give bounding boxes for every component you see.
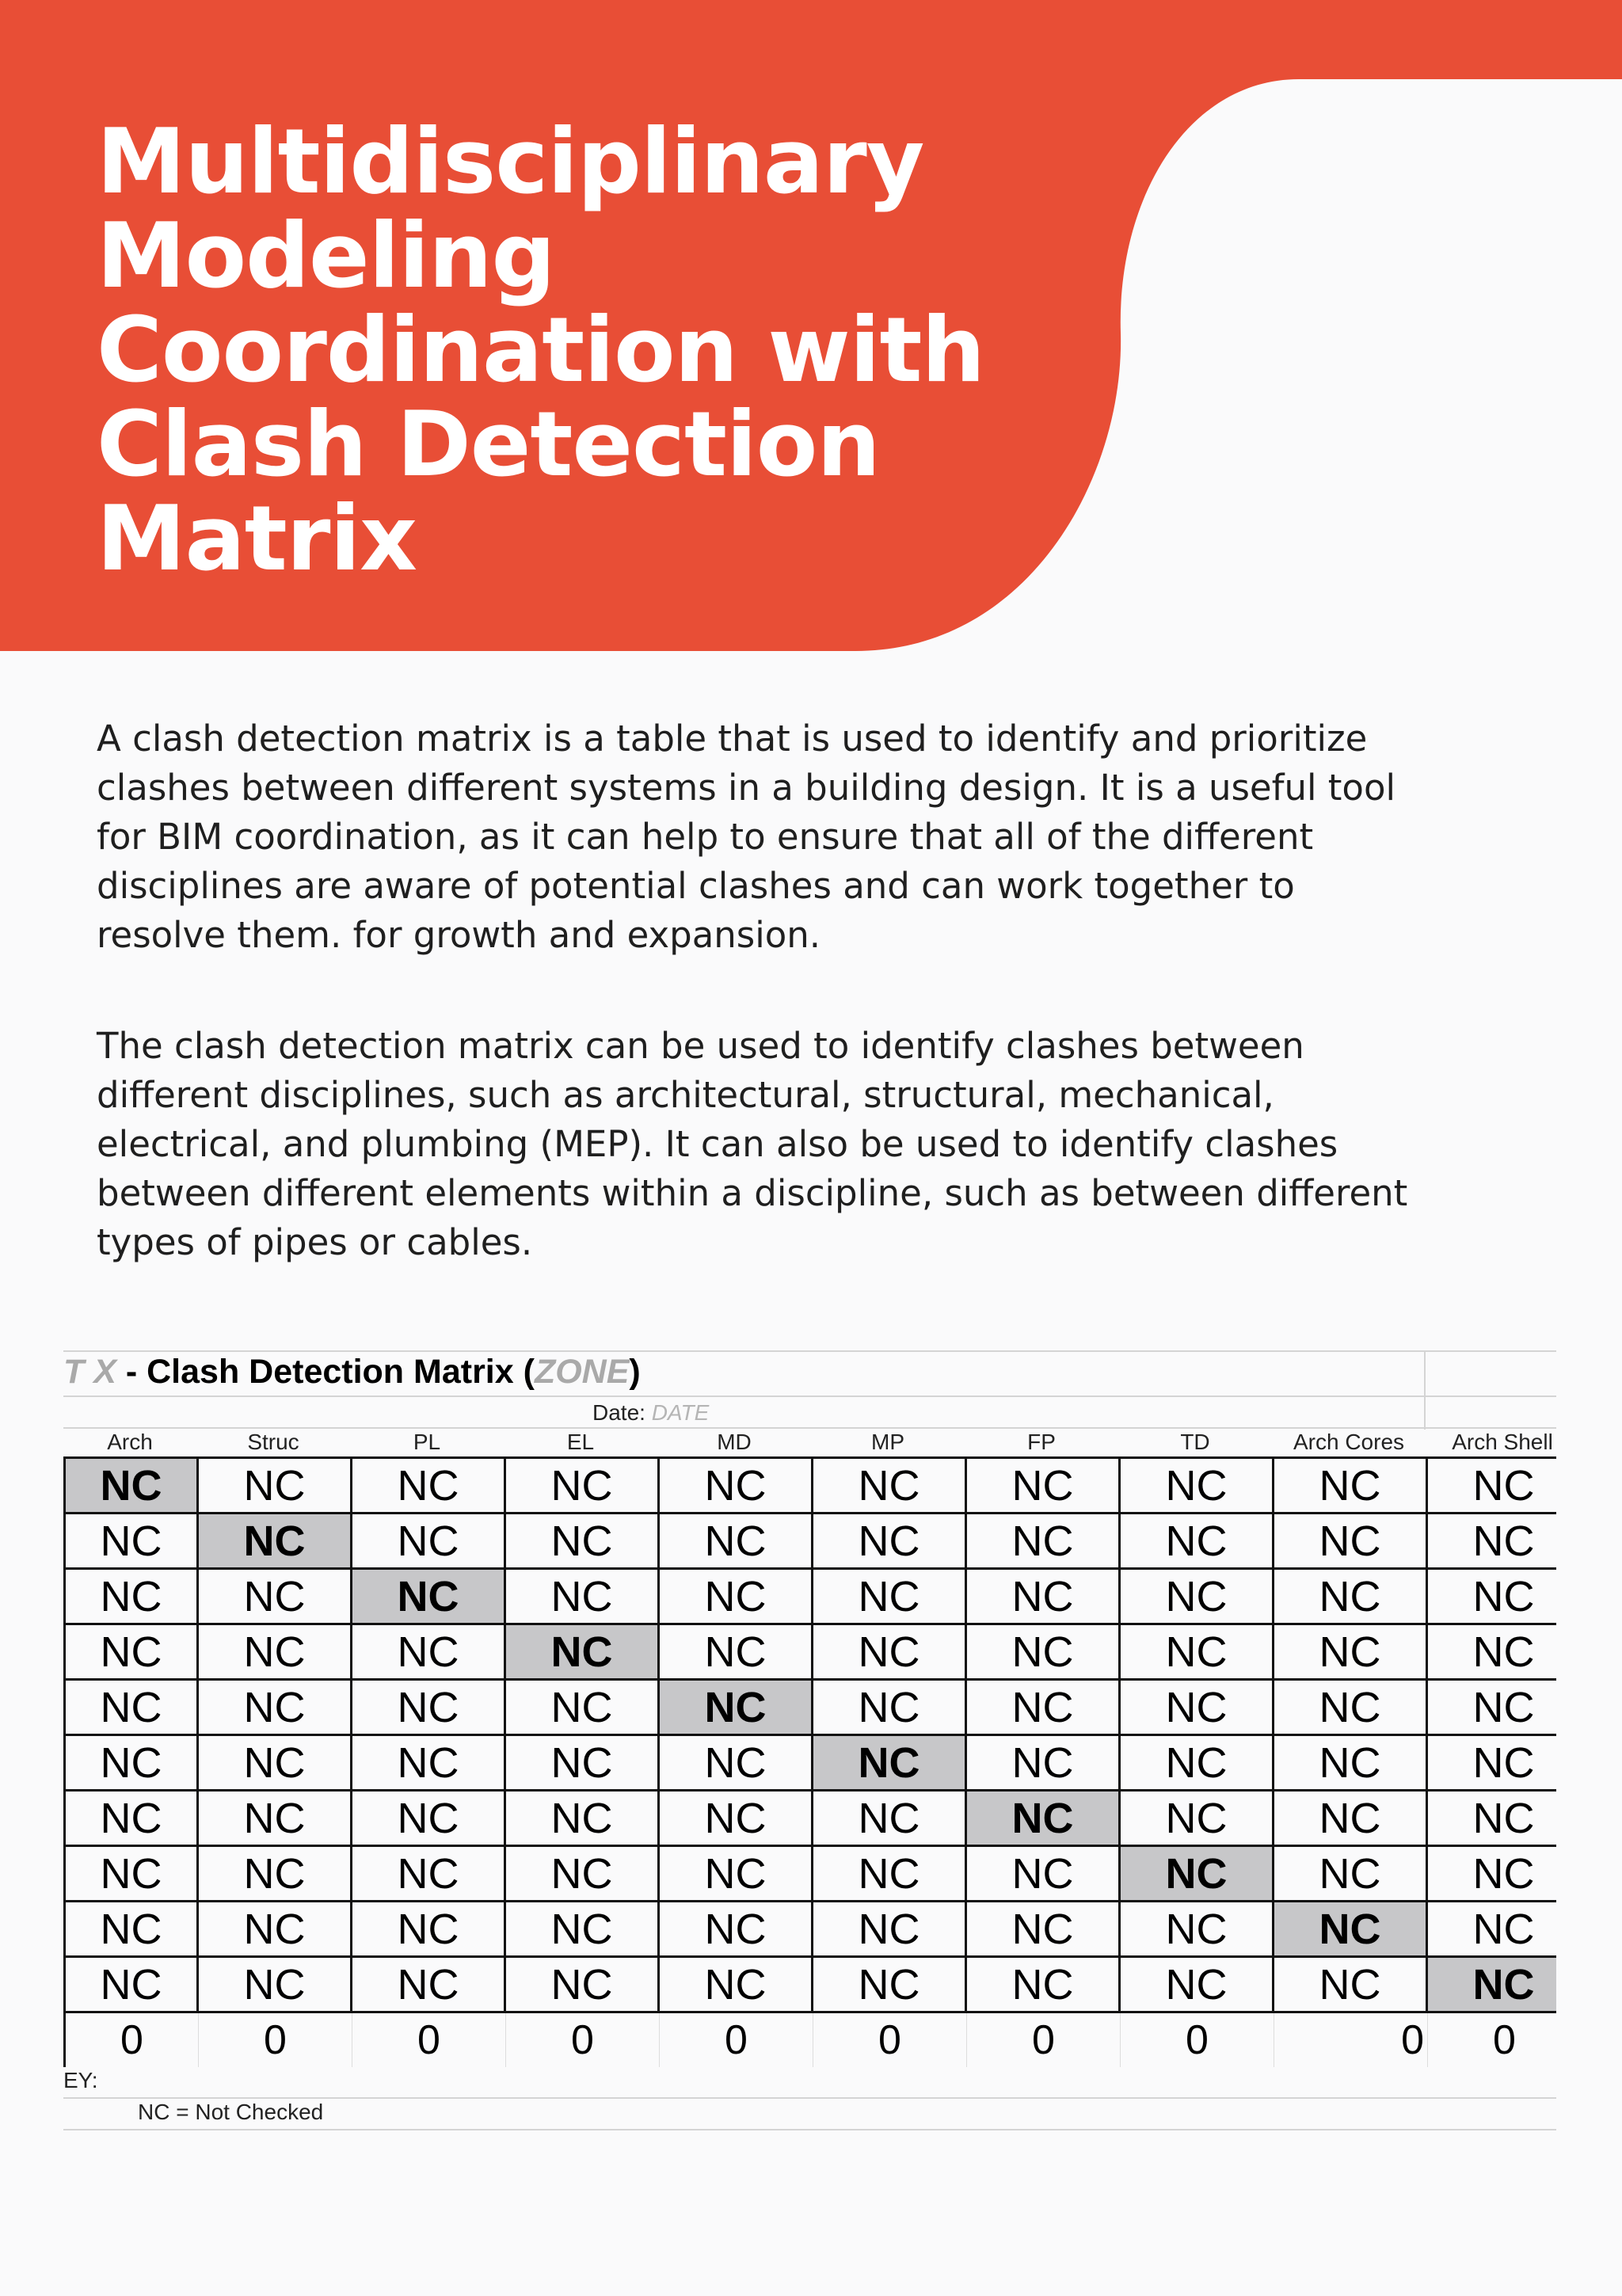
matrix-cell: NC bbox=[1274, 1958, 1428, 2013]
sheet-gridline bbox=[63, 1395, 1556, 1397]
matrix-grid bbox=[63, 1456, 1556, 2067]
matrix-cell: NC bbox=[199, 1570, 352, 1625]
matrix-cell: NC bbox=[1428, 1625, 1556, 1681]
paragraph-line: clashes between different systems in a building design. It is a useful tool bbox=[97, 767, 1395, 809]
matrix-cell: NC bbox=[1428, 1791, 1556, 1847]
matrix-cell: NC bbox=[66, 1791, 199, 1847]
matrix-cell: NC bbox=[967, 1514, 1121, 1570]
matrix-cell-self: NC bbox=[352, 1570, 506, 1625]
sheet-gridline bbox=[63, 1350, 1556, 1352]
key-text: NC = Not Checked bbox=[138, 2100, 324, 2124]
matrix-cell: NC bbox=[660, 1570, 813, 1625]
matrix-cell: NC bbox=[813, 1847, 967, 1902]
matrix-cell: NC bbox=[1121, 1625, 1274, 1681]
matrix-cell: NC bbox=[1121, 1791, 1274, 1847]
matrix-cell: NC bbox=[813, 1459, 967, 1514]
clash-matrix-image bbox=[63, 1350, 1556, 2130]
matrix-cell: NC bbox=[660, 1736, 813, 1791]
matrix-cell: NC bbox=[199, 1902, 352, 1958]
matrix-total-cell: 0 bbox=[1121, 2013, 1274, 2067]
matrix-cell: NC bbox=[506, 1736, 660, 1791]
matrix-cell: NC bbox=[352, 1459, 506, 1514]
matrix-cell-self: NC bbox=[660, 1681, 813, 1736]
matrix-cell: NC bbox=[66, 1958, 199, 2013]
column-header: Arch Shell bbox=[1452, 1430, 1553, 1454]
matrix-cell: NC bbox=[1121, 1902, 1274, 1958]
matrix-cell: NC bbox=[66, 1514, 199, 1570]
matrix-cell: NC bbox=[967, 1902, 1121, 1958]
matrix-total-cell: 0 bbox=[506, 2013, 660, 2067]
matrix-cell: NC bbox=[660, 1902, 813, 1958]
matrix-cell: NC bbox=[1428, 1736, 1556, 1791]
matrix-total-cell: 0 bbox=[660, 2013, 813, 2067]
matrix-cell: NC bbox=[506, 1570, 660, 1625]
matrix-cell: NC bbox=[660, 1625, 813, 1681]
matrix-cell: NC bbox=[352, 1736, 506, 1791]
matrix-cell: NC bbox=[813, 1681, 967, 1736]
matrix-cell: NC bbox=[967, 1958, 1121, 2013]
matrix-cell: NC bbox=[199, 1847, 352, 1902]
column-header: FP bbox=[1027, 1430, 1056, 1454]
paragraph-line: A clash detection matrix is a table that is used to identify and prioritize bbox=[97, 718, 1368, 760]
paragraph-line: for BIM coordination, as it can help to ensure that all of the different bbox=[97, 816, 1314, 858]
matrix-cell: NC bbox=[1274, 1625, 1428, 1681]
sheet-gridline bbox=[63, 2097, 1556, 2099]
matrix-cell: NC bbox=[967, 1736, 1121, 1791]
matrix-cell: NC bbox=[660, 1514, 813, 1570]
column-header: Arch bbox=[107, 1430, 153, 1454]
matrix-cell: NC bbox=[660, 1958, 813, 2013]
matrix-cell: NC bbox=[1428, 1514, 1556, 1570]
title-line: Coordination with bbox=[97, 298, 985, 402]
matrix-total-cell: 0 bbox=[352, 2013, 506, 2067]
matrix-cell: NC bbox=[506, 1791, 660, 1847]
matrix-cell: NC bbox=[660, 1791, 813, 1847]
date-label: Date: bbox=[592, 1400, 652, 1425]
date-value: DATE bbox=[651, 1400, 710, 1425]
matrix-cell-self: NC bbox=[66, 1459, 199, 1514]
sheet-gridline bbox=[63, 2129, 1556, 2130]
matrix-total-cell: 0 bbox=[199, 2013, 352, 2067]
column-header: Arch Cores bbox=[1293, 1430, 1405, 1454]
matrix-total-cell: 0 bbox=[1428, 2013, 1556, 2067]
matrix-cell: NC bbox=[66, 1625, 199, 1681]
matrix-cell: NC bbox=[66, 1570, 199, 1625]
matrix-cell: NC bbox=[1121, 1736, 1274, 1791]
paragraph-line: disciplines are aware of potential clashes and can work together to bbox=[97, 865, 1295, 907]
matrix-cell: NC bbox=[1428, 1459, 1556, 1514]
matrix-cell: NC bbox=[813, 1514, 967, 1570]
matrix-cell: NC bbox=[506, 1681, 660, 1736]
matrix-title-main: - Clash Detection Matrix ( bbox=[116, 1353, 535, 1391]
title-line: Multidisciplinary bbox=[97, 109, 924, 214]
paragraph-line: different disciplines, such as architectural, structural, mechanical, bbox=[97, 1074, 1274, 1116]
matrix-cell: NC bbox=[199, 1736, 352, 1791]
matrix-cell: NC bbox=[199, 1958, 352, 2013]
matrix-cell: NC bbox=[967, 1847, 1121, 1902]
matrix-date bbox=[592, 1400, 709, 1426]
title-line: Matrix bbox=[97, 486, 417, 591]
matrix-cell: NC bbox=[813, 1791, 967, 1847]
detail-paragraph bbox=[97, 1022, 1459, 1267]
matrix-total-cell: 0 bbox=[66, 2013, 199, 2067]
column-header: EL bbox=[566, 1430, 595, 1454]
matrix-cell: NC bbox=[352, 1847, 506, 1902]
matrix-total-cell: 0 bbox=[813, 2013, 967, 2067]
matrix-cell: NC bbox=[1428, 1570, 1556, 1625]
title-line: Modeling bbox=[97, 204, 555, 308]
paragraph-line: resolve them. for growth and expansion. bbox=[97, 914, 821, 956]
matrix-cell: NC bbox=[199, 1681, 352, 1736]
matrix-cell: NC bbox=[352, 1902, 506, 1958]
key-label: EY: bbox=[63, 2068, 98, 2092]
matrix-cell: NC bbox=[1274, 1791, 1428, 1847]
title-line: Clash Detection bbox=[97, 392, 880, 497]
paragraph-line: types of pipes or cables. bbox=[97, 1221, 533, 1263]
matrix-cell: NC bbox=[1121, 1958, 1274, 2013]
matrix-cell: NC bbox=[352, 1791, 506, 1847]
matrix-cell: NC bbox=[199, 1625, 352, 1681]
column-header: MP bbox=[871, 1430, 904, 1454]
column-header: MD bbox=[717, 1430, 752, 1454]
matrix-cell-self: NC bbox=[506, 1625, 660, 1681]
matrix-cell: NC bbox=[506, 1459, 660, 1514]
matrix-cell: NC bbox=[66, 1736, 199, 1791]
column-header: Struc bbox=[247, 1430, 299, 1454]
matrix-cell: NC bbox=[660, 1459, 813, 1514]
matrix-title-prefix: T X bbox=[63, 1353, 116, 1391]
matrix-title-zone: ZONE bbox=[534, 1353, 630, 1391]
matrix-cell: NC bbox=[1274, 1459, 1428, 1514]
matrix-cell-self: NC bbox=[1274, 1902, 1428, 1958]
sheet-gridline bbox=[1424, 1350, 1426, 1430]
matrix-cell: NC bbox=[1121, 1570, 1274, 1625]
paragraph-line: between different elements within a discipline, such as between different bbox=[97, 1172, 1408, 1214]
matrix-total-cell: 0 bbox=[967, 2013, 1121, 2067]
matrix-cell: NC bbox=[1428, 1902, 1556, 1958]
matrix-cell-self: NC bbox=[199, 1514, 352, 1570]
matrix-cell: NC bbox=[66, 1681, 199, 1736]
page-title bbox=[97, 109, 1047, 591]
matrix-cell: NC bbox=[1274, 1514, 1428, 1570]
matrix-cell: NC bbox=[1428, 1847, 1556, 1902]
matrix-cell: NC bbox=[1121, 1514, 1274, 1570]
matrix-cell: NC bbox=[1274, 1570, 1428, 1625]
matrix-cell: NC bbox=[967, 1625, 1121, 1681]
matrix-cell: NC bbox=[352, 1681, 506, 1736]
matrix-cell: NC bbox=[660, 1847, 813, 1902]
matrix-cell: NC bbox=[1274, 1847, 1428, 1902]
matrix-cell: NC bbox=[813, 1958, 967, 2013]
matrix-cell: NC bbox=[1428, 1681, 1556, 1736]
matrix-cell: NC bbox=[1274, 1736, 1428, 1791]
paragraph-line: The clash detection matrix can be used to identify clashes between bbox=[97, 1025, 1304, 1067]
matrix-cell: NC bbox=[813, 1625, 967, 1681]
matrix-cell-self: NC bbox=[813, 1736, 967, 1791]
intro-paragraph bbox=[97, 714, 1459, 960]
matrix-cell: NC bbox=[1121, 1681, 1274, 1736]
matrix-cell-self: NC bbox=[967, 1791, 1121, 1847]
matrix-cell-self: NC bbox=[1121, 1847, 1274, 1902]
matrix-cell: NC bbox=[506, 1958, 660, 2013]
column-header: PL bbox=[413, 1430, 441, 1454]
matrix-title bbox=[63, 1353, 641, 1392]
matrix-cell: NC bbox=[506, 1847, 660, 1902]
matrix-cell: NC bbox=[967, 1681, 1121, 1736]
matrix-cell-self: NC bbox=[1428, 1958, 1556, 2013]
matrix-cell: NC bbox=[352, 1958, 506, 2013]
matrix-total-cell: 0 bbox=[1274, 2013, 1428, 2067]
matrix-cell: NC bbox=[66, 1847, 199, 1902]
matrix-cell: NC bbox=[199, 1791, 352, 1847]
matrix-cell: NC bbox=[1274, 1681, 1428, 1736]
paragraph-line: electrical, and plumbing (MEP). It can also be used to identify clashes bbox=[97, 1123, 1338, 1165]
matrix-cell: NC bbox=[506, 1514, 660, 1570]
matrix-cell: NC bbox=[813, 1570, 967, 1625]
matrix-cell: NC bbox=[1121, 1459, 1274, 1514]
matrix-cell: NC bbox=[967, 1459, 1121, 1514]
matrix-cell: NC bbox=[352, 1514, 506, 1570]
matrix-cell: NC bbox=[352, 1625, 506, 1681]
matrix-cell: NC bbox=[967, 1570, 1121, 1625]
matrix-cell: NC bbox=[813, 1902, 967, 1958]
column-header: TD bbox=[1180, 1430, 1210, 1454]
matrix-cell: NC bbox=[199, 1459, 352, 1514]
matrix-title-close: ) bbox=[629, 1353, 641, 1391]
matrix-cell: NC bbox=[506, 1902, 660, 1958]
matrix-cell: NC bbox=[66, 1902, 199, 1958]
